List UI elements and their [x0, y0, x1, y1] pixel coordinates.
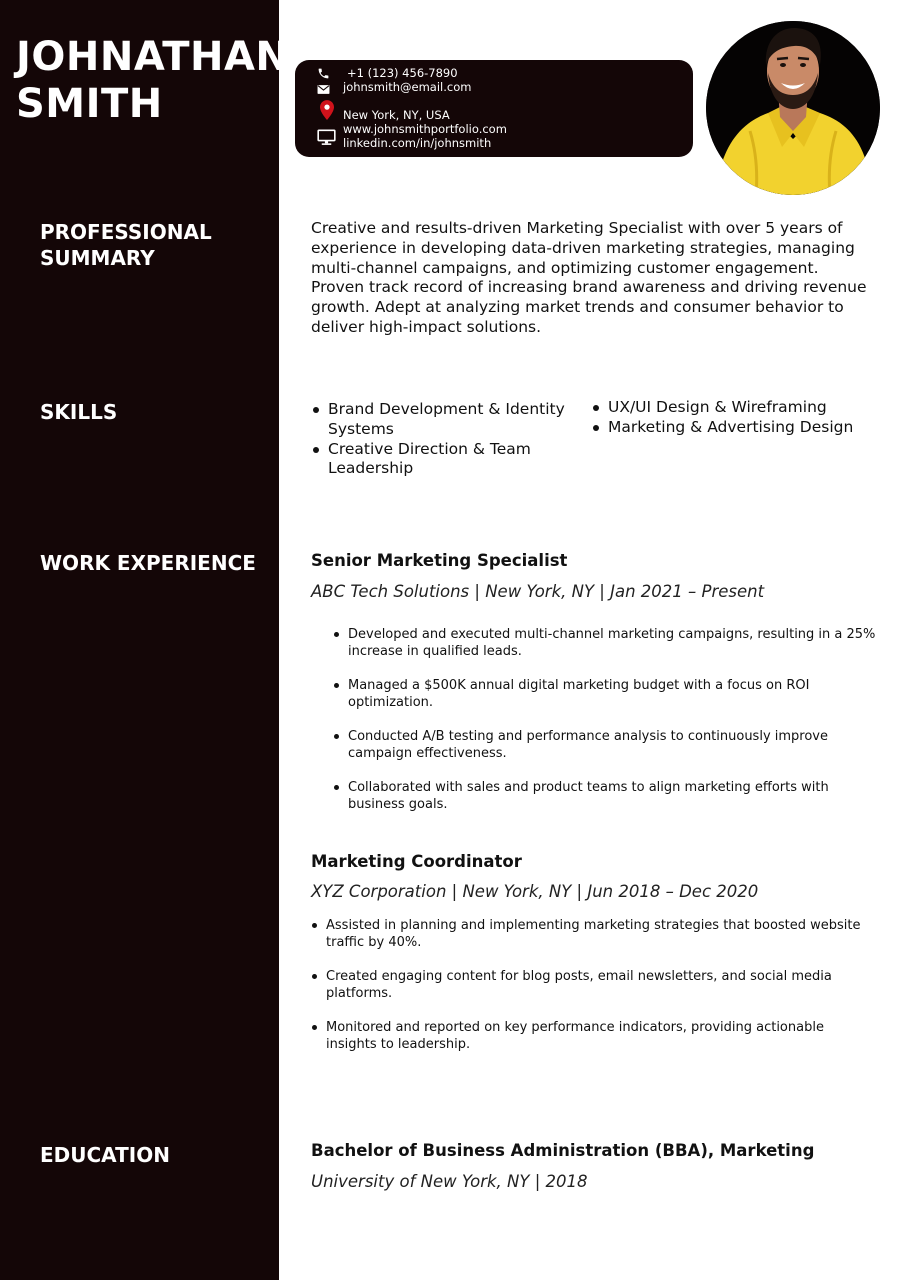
- job-bullet: Collaborated with sales and product teams to align marketing efforts with business goals.: [333, 779, 881, 813]
- location-pin-icon: [320, 100, 334, 123]
- section-label-education: EDUCATION: [40, 1143, 170, 1167]
- job-bullet: Monitored and reported on key performance indicators, providing actionable insights to leadership.: [311, 1019, 871, 1053]
- section-label-summary-line2: SUMMARY: [40, 246, 155, 270]
- section-label-skills: SKILLS: [40, 400, 118, 424]
- skill-item: Marketing & Advertising Design: [591, 418, 876, 438]
- email-icon: [317, 84, 330, 98]
- job-title: Marketing Coordinator: [311, 852, 522, 871]
- skill-item: Brand Development & Identity Systems: [311, 400, 581, 440]
- last-name: SMITH: [16, 81, 163, 127]
- skill-item: UX/UI Design & Wireframing: [591, 398, 876, 418]
- job-bullets: [311, 917, 871, 1053]
- job-bullet: Created engaging content for blog posts, email newsletters, and social media platforms.: [311, 968, 871, 1002]
- contact-phone[interactable]: +1 (123) 456-7890: [347, 66, 458, 80]
- section-label-work: WORK EXPERIENCE: [40, 551, 256, 575]
- contact-location: New York, NY, USA: [343, 108, 450, 122]
- profile-photo: [706, 21, 880, 195]
- job-meta: XYZ Corporation | New York, NY | Jun 2018 – Dec 2020: [311, 882, 759, 901]
- job-bullet: Conducted A/B testing and performance analysis to continuously improve campaign effectiveness.: [333, 728, 881, 762]
- phone-icon: [317, 67, 330, 83]
- job-bullet: Managed a $500K annual digital marketing budget with a focus on ROI optimization.: [333, 677, 881, 711]
- applicant-name: [16, 34, 289, 128]
- summary-text: Creative and results-driven Marketing Specialist with over 5 years of experience in developing data-driven marketing strategies, managing multi-channel campaigns, and optimizing customer engagement. Proven track record of increasing brand awareness and driving revenue growth. Adept at analyzing market trends and consumer behavior to deliver high-impact solutions.: [311, 219, 867, 336]
- job-meta: ABC Tech Solutions | New York, NY | Jan 2021 – Present: [311, 582, 765, 601]
- sidebar: [0, 0, 279, 1280]
- contact-website[interactable]: www.johnsmithportfolio.com: [343, 122, 507, 136]
- education-degree: Bachelor of Business Administration (BBA), Marketing: [311, 1141, 815, 1160]
- job-bullet: Developed and executed multi-channel marketing campaigns, resulting in a 25% increase in qualified leads.: [333, 626, 881, 660]
- job-title: Senior Marketing Specialist: [311, 551, 568, 570]
- contact-email[interactable]: johnsmith@email.com: [343, 80, 472, 94]
- job-bullet: Assisted in planning and implementing marketing strategies that boosted website traffic by 40%.: [311, 917, 871, 951]
- job-bullets: [333, 626, 881, 813]
- skills-list-right: [591, 398, 876, 438]
- contact-linkedin[interactable]: linkedin.com/in/johnsmith: [343, 136, 492, 150]
- skills-list-left: [311, 400, 581, 479]
- first-name: JOHNATHAN: [16, 34, 290, 80]
- contact-box: [295, 60, 693, 157]
- section-label-summary-line1: PROFESSIONAL: [40, 220, 212, 244]
- skill-item: Creative Direction & Team Leadership: [311, 440, 581, 480]
- section-label-summary: [40, 219, 212, 271]
- monitor-icon: [317, 129, 336, 148]
- education-meta: University of New York, NY | 2018: [311, 1172, 588, 1191]
